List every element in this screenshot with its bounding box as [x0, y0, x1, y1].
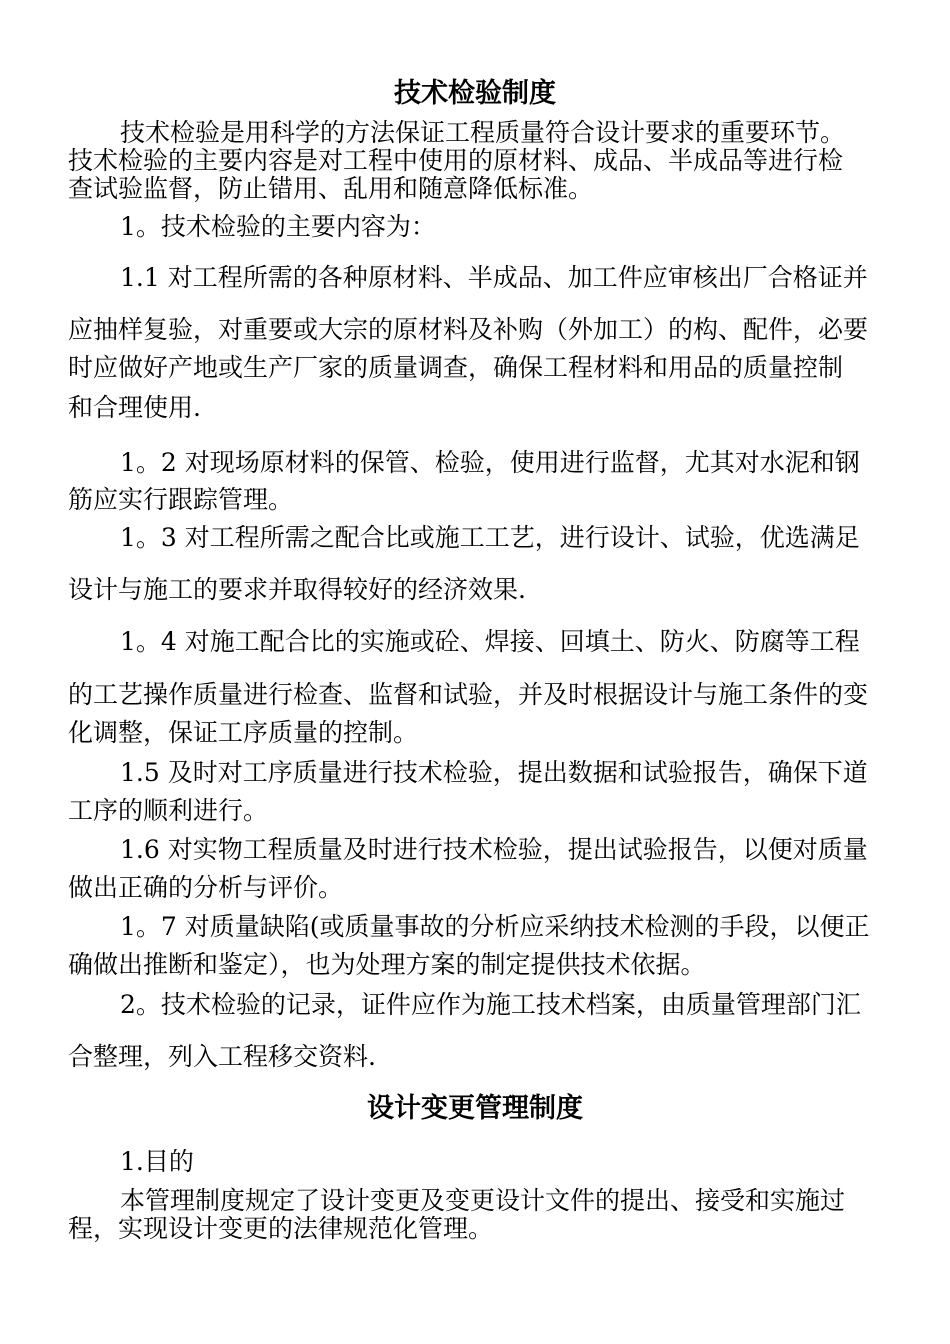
- paragraph-line: 工序的顺利进行。: [68, 796, 269, 825]
- paragraph-line: 化调整，保证工序质量的控制。: [68, 718, 419, 747]
- paragraph-line: 1。技术检验的主要内容为：: [120, 212, 436, 241]
- paragraph-line: 做出正确的分析与评价。: [68, 873, 344, 902]
- paragraph-line: 1.1 对工程所需的各种原材料、半成品、加工件应审核出厂合格证并: [120, 263, 868, 292]
- paragraph-line: 1.6 对实物工程质量及时进行技术检验，提出试验报告，以便对质量: [120, 835, 868, 864]
- paragraph-line: 技术检验的主要内容是对工程中使用的原材料、成品、半成品等进行检: [68, 146, 844, 175]
- paragraph-line: 筋应实行跟踪管理。: [68, 485, 294, 514]
- paragraph-line: 1。2 对现场原材料的保管、检验，使用进行监督，尤其对水泥和钢: [120, 448, 860, 477]
- paragraph-line: 1。3 对工程所需之配合比或施工工艺，进行设计、试验，优选满足: [120, 523, 860, 552]
- paragraph-line: 1。4 对施工配合比的实施或砼、焊接、回填土、防火、防腐等工程: [120, 627, 860, 656]
- paragraph-line: 确做出推断和鉴定），也为处理方案的制定提供技术依据。: [68, 950, 706, 979]
- paragraph-line: 应抽样复验，对重要或大宗的原材料及补购（外加工）的构、配件，必要: [68, 315, 869, 344]
- paragraph-line: 1.5 及时对工序质量进行技术检验，提出数据和试验报告，确保下道: [120, 758, 868, 787]
- paragraph-line: 合整理，列入工程移交资料.: [68, 1042, 376, 1071]
- paragraph-line: 2。技术检验的记录，证件应作为施工技术档案，由质量管理部门汇: [120, 990, 861, 1019]
- paragraph-line: 程，实现设计变更的法律规范化管理。: [68, 1214, 494, 1243]
- section-title: 技术检验制度: [394, 78, 556, 109]
- paragraph-line: 和合理使用.: [68, 393, 201, 422]
- section-title: 设计变更管理制度: [367, 1093, 583, 1124]
- paragraph-line: 本管理制度规定了设计变更及变更设计文件的提出、接受和实施过: [120, 1186, 846, 1215]
- paragraph-line: 技术检验是用科学的方法保证工程质量符合设计要求的重要环节。: [120, 118, 846, 147]
- paragraph-line: 设计与施工的要求并取得较好的经济效果.: [68, 575, 526, 604]
- paragraph-line: 1.目的: [120, 1147, 194, 1176]
- paragraph-line: 时应做好产地或生产厂家的质量调查，确保工程材料和用品的质量控制: [68, 353, 844, 382]
- paragraph-line: 查试验监督，防止错用、乱用和随意降低标准。: [68, 174, 594, 203]
- paragraph-line: 的工艺操作质量进行检查、监督和试验，并及时根据设计与施工条件的变: [68, 680, 869, 709]
- paragraph-line: 1。7 对质量缺陷(或质量事故的分析应采纳技术检测的手段，以便正: [120, 912, 870, 941]
